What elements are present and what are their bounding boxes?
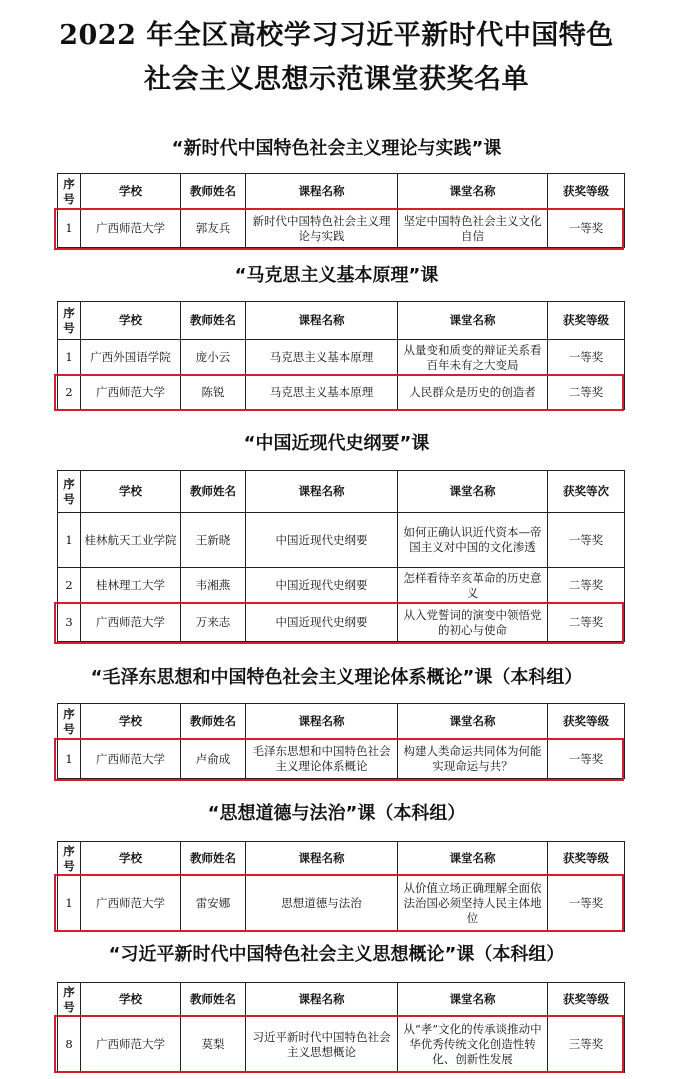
header-class: 课堂名称 <box>398 842 548 876</box>
header-teacher: 教师姓名 <box>181 704 246 740</box>
cell-course: 毛泽东思想和中国特色社会主义理论体系概论 <box>246 740 398 779</box>
header-index: 序号 <box>58 842 81 876</box>
cell-index: 1 <box>58 513 81 568</box>
cell-class: 坚定中国特色社会主义文化自信 <box>398 210 548 248</box>
header-index: 序号 <box>58 174 81 210</box>
cell-course: 马克思主义基本原理 <box>246 376 398 410</box>
cell-school: 广西师范大学 <box>81 210 181 248</box>
section-heading: “马克思主义基本原理”课 <box>234 265 439 286</box>
cell-index: 2 <box>58 376 81 410</box>
header-class: 课堂名称 <box>398 174 548 210</box>
award-table <box>57 173 625 248</box>
cell-index: 1 <box>58 340 81 376</box>
cell-award: 一等奖 <box>548 513 625 568</box>
cell-school: 广西师范大学 <box>81 876 181 932</box>
document-title-line1: 2022 年全区高校学习习近平新时代中国特色 <box>59 20 614 51</box>
section-heading: “中国近现代史纲要”课 <box>243 433 430 454</box>
cell-class: 从入党誓词的演变中领悟党的初心与使命 <box>398 604 548 642</box>
section-heading: “习近平新时代中国特色社会主义思想概论”课（本科组） <box>108 944 565 965</box>
cell-course: 中国近现代史纲要 <box>246 513 398 568</box>
cell-course: 中国近现代史纲要 <box>246 568 398 604</box>
cell-course: 马克思主义基本原理 <box>246 340 398 376</box>
header-course: 课程名称 <box>246 174 398 210</box>
header-school: 学校 <box>81 302 181 340</box>
cell-teacher: 万来志 <box>181 604 246 642</box>
header-teacher: 教师姓名 <box>181 174 246 210</box>
cell-course: 新时代中国特色社会主义理论与实践 <box>246 210 398 248</box>
header-class: 课堂名称 <box>398 302 548 340</box>
header-class: 课堂名称 <box>398 471 548 513</box>
header-teacher: 教师姓名 <box>181 302 246 340</box>
header-index: 序号 <box>58 302 81 340</box>
section-heading: “新时代中国特色社会主义理论与实践”课 <box>171 138 502 159</box>
header-school: 学校 <box>81 471 181 513</box>
award-table <box>57 841 625 932</box>
header-index: 序号 <box>58 704 81 740</box>
award-table <box>57 470 625 642</box>
header-course: 课程名称 <box>246 704 398 740</box>
cell-award: 一等奖 <box>548 340 625 376</box>
header-school: 学校 <box>81 174 181 210</box>
section-heading: “思想道德与法治”课（本科组） <box>207 803 466 824</box>
header-award: 获奖等级 <box>548 704 625 740</box>
cell-class: 人民群众是历史的创造者 <box>398 376 548 410</box>
cell-teacher: 庞小云 <box>181 340 246 376</box>
header-class: 课堂名称 <box>398 983 548 1017</box>
cell-award: 三等奖 <box>548 1017 625 1073</box>
cell-index: 3 <box>58 604 81 642</box>
cell-teacher: 陈锐 <box>181 376 246 410</box>
header-course: 课程名称 <box>246 471 398 513</box>
document-title-line2: 社会主义思想示范课堂获奖名单 <box>144 64 529 95</box>
cell-index: 1 <box>58 876 81 932</box>
cell-teacher: 韦湘燕 <box>181 568 246 604</box>
header-course: 课程名称 <box>246 842 398 876</box>
header-school: 学校 <box>81 704 181 740</box>
table-row <box>58 376 625 410</box>
award-table <box>57 301 625 410</box>
cell-class: 从“孝”文化的传承谈推动中华优秀传统文化创造性转化、创新性发展 <box>398 1017 548 1073</box>
cell-class: 如何正确认识近代资本—帝国主义对中国的文化渗透 <box>398 513 548 568</box>
header-course: 课程名称 <box>246 302 398 340</box>
cell-class: 构建人类命运共同体为何能实现命运与共？ <box>398 740 548 779</box>
cell-award: 二等奖 <box>548 604 625 642</box>
header-teacher: 教师姓名 <box>181 471 246 513</box>
header-award: 获奖等级 <box>548 983 625 1017</box>
cell-award: 一等奖 <box>548 876 625 932</box>
cell-school: 广西师范大学 <box>81 604 181 642</box>
header-index: 序号 <box>58 471 81 513</box>
header-class: 课堂名称 <box>398 704 548 740</box>
cell-award: 二等奖 <box>548 376 625 410</box>
cell-school: 桂林理工大学 <box>81 568 181 604</box>
header-course: 课程名称 <box>246 983 398 1017</box>
cell-course: 习近平新时代中国特色社会主义思想概论 <box>246 1017 398 1073</box>
table-row <box>58 210 625 248</box>
table-row <box>58 1017 625 1073</box>
cell-award: 一等奖 <box>548 210 625 248</box>
cell-teacher: 卢俞成 <box>181 740 246 779</box>
cell-teacher: 雷安娜 <box>181 876 246 932</box>
cell-class: 从价值立场正确理解全面依法治国必须坚持人民主体地位 <box>398 876 548 932</box>
cell-teacher: 莫梨 <box>181 1017 246 1073</box>
header-school: 学校 <box>81 842 181 876</box>
cell-school: 广西师范大学 <box>81 376 181 410</box>
cell-school: 广西师范大学 <box>81 1017 181 1073</box>
header-award: 获奖等级 <box>548 842 625 876</box>
header-award: 获奖等级 <box>548 174 625 210</box>
header-school: 学校 <box>81 983 181 1017</box>
cell-class: 从量变和质变的辩证关系看百年未有之大变局 <box>398 340 548 376</box>
table-row <box>58 740 625 779</box>
cell-school: 桂林航天工业学院 <box>81 513 181 568</box>
header-teacher: 教师姓名 <box>181 842 246 876</box>
table-row <box>58 513 625 568</box>
cell-index: 1 <box>58 740 81 779</box>
cell-award: 一等奖 <box>548 740 625 779</box>
cell-school: 广西外国语学院 <box>81 340 181 376</box>
header-index: 序号 <box>58 983 81 1017</box>
header-award: 获奖等级 <box>548 302 625 340</box>
cell-index: 2 <box>58 568 81 604</box>
table-row <box>58 604 625 642</box>
cell-school: 广西师范大学 <box>81 740 181 779</box>
table-row <box>58 876 625 932</box>
table-row <box>58 340 625 376</box>
cell-index: 8 <box>58 1017 81 1073</box>
cell-award: 二等奖 <box>548 568 625 604</box>
cell-index: 1 <box>58 210 81 248</box>
section-heading: “毛泽东思想和中国特色社会主义理论体系概论”课（本科组） <box>90 667 583 688</box>
cell-teacher: 王新晓 <box>181 513 246 568</box>
cell-class: 怎样看待辛亥革命的历史意义 <box>398 568 548 604</box>
award-table <box>57 982 625 1073</box>
cell-course: 思想道德与法治 <box>246 876 398 932</box>
award-table <box>57 703 625 779</box>
header-teacher: 教师姓名 <box>181 983 246 1017</box>
cell-teacher: 郭友兵 <box>181 210 246 248</box>
cell-course: 中国近现代史纲要 <box>246 604 398 642</box>
table-row <box>58 568 625 604</box>
header-award: 获奖等次 <box>548 471 625 513</box>
